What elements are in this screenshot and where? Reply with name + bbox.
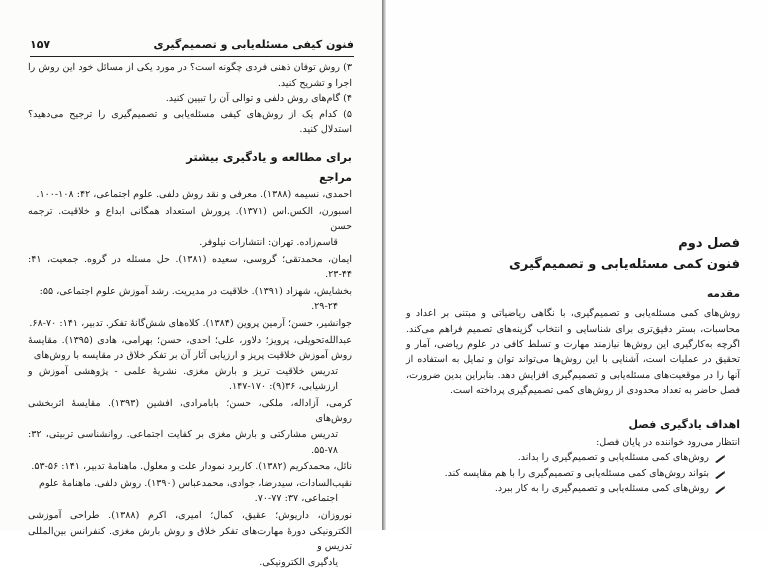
reference-item: بخشایش، شهزاد (۱۳۹۱). خلاقیت در مدیریت. رشد آموزش علوم اجتماعی، ۵۵: ۲۹-۲۴.: [39, 285, 352, 313]
goal-text: روش‌های کمی مسئله‌یابی و تصمیم‌گیری را به کار ببرد.: [494, 483, 709, 495]
goal-text: روش‌های کمی مسئله‌یابی و تصمیم‌گیری را بداند.: [517, 452, 709, 464]
reference-item: احمدی، نسیمه (۱۳۸۸). معرفی و نقد روش دلفی. علوم اجتماعی، ۴۲: ۱۰۸-۱۰۰.: [36, 189, 352, 201]
reference-item: جوانشیر، حسن؛ آرمین پروین (۱۳۸۴). کلاه‌های شش‌گانۀ تفکر. تدبیر، ۱۴۱: ۷۰-۶۸.: [29, 317, 352, 329]
running-head: [30, 34, 354, 54]
running-head-rule: [30, 56, 354, 57]
right-page: [386, 0, 768, 530]
reference-item: نقیب‌السادات، سیدرضا، جوادی، محمدعباس (۱۳۹۰). روش دلفی. ماهنامۀ علوم اجتماعی، ۳۷: ۷۷-۷۰.: [39, 477, 352, 505]
reference-item: نوروزان، داریوش؛ عقیق، کمال؛ امیری، اکرم (۱۳۸۸). طراحی آموزشی الکترونیکی دورۀ مهارت‌های تفکر خلاق و روش بارش مغزی. کنفرانس بین‌المللی تدریس و یادگیری الکترونیکی.: [28, 510, 352, 568]
goal-item: [406, 466, 740, 481]
pen-icon: [714, 484, 726, 493]
reference-item: نائل، محمدکریم (۱۳۸۲). کاربرد نمودار علت و معلول. ماهنامۀ تدبیر، ۱۴۱: ۵۶-۵۳.: [31, 461, 352, 473]
right-page-content: [406, 236, 740, 497]
reference-item: ایمان، محمدتقی؛ گروسی، سعیده (۱۳۸۱). حل مسئله در گروه. جمعیت، ۴۱: ۴۴-۲۳.: [28, 253, 352, 281]
reference-item: کرمی، آزاداله، ملکی، حسن؛ بابامرادی، افشین (۱۳۹۳). مقایسۀ اثربخشی روش‌های تدریس مشارکتی و بارش مغزی بر کفایت اجتماعی. روانشناسی تربیتی، ۳۲: ۷۸-۵۵.: [28, 397, 352, 456]
pen-icon: [714, 453, 726, 462]
reference-item: اسبورن، الکس.اس (۱۳۷۱). پرورش استعداد همگانی ابداع و خلاقیت. ترجمه حسن قاسم‌زاده. تهران: انتشارات نیلوفر.: [28, 205, 353, 248]
left-page-content: [28, 60, 352, 571]
goals-intro: انتظار می‌رود خواننده در پایان فصل:: [596, 437, 740, 449]
chapter-number: فصل دوم: [678, 236, 740, 251]
left-page: [0, 0, 382, 568]
goals-heading: اهداف یادگیری فصل: [628, 417, 740, 431]
question-4: ۴) گام‌های روش دلفی و توالی آن را تبیین کنید.: [165, 93, 352, 105]
references-heading: مراجع: [319, 170, 352, 184]
page-number: ۱۵۷: [30, 37, 51, 51]
goal-item: [406, 450, 740, 465]
question-5: ۵) کدام یک از روش‌های کیفی مسئله‌یابی و تصمیم‌گیری را ترجیح می‌دهید؟ استدلال کنید.: [28, 108, 352, 136]
pen-icon: [714, 469, 726, 478]
goal-text: بتواند روش‌های کمی مسئله‌یابی و تصمیم‌گیری را با هم مقایسه کند.: [444, 467, 709, 479]
question-3: ۳) روش توفان ذهنی فردی چگونه است؟ در مورد یکی از مسائل خود این روش را اجرا و تشریح کنید.: [28, 62, 352, 89]
chapter-title: فنون کمی مسئله‌یابی و تصمیم‌گیری: [508, 257, 740, 273]
goal-item: [406, 481, 740, 496]
running-head-title: فنون کیفی مسئله‌یابی و تصمیم‌گیری: [153, 37, 354, 51]
intro-heading: مقدمه: [707, 287, 740, 300]
further-study-heading: برای مطالعه و یادگیری بیشتر: [186, 149, 352, 164]
intro-paragraph: روش‌های کمی مسئله‌یابی و تصمیم‌گیری، با نگاهی ریاضیاتی و مبتنی بر اعداد و محاسبات، بستر دقیق‌تری برای شناسایی و انتخاب گزینه‌های تصمیم فراهم می‌کند. اگرچه به‌کارگیری این روش‌ها نیازمند مهارت و تسلط کافی در علوم ریاضی، آمار و تحقیق در عملیات است، آشنایی با این روش‌ها می‌تواند توان و تمایل به استفاده از آنها را در موقعیت‌های مسئله‌یابی و تصمیم‌گیری افزایش دهد. بنابراین بدین ضرورت، فصل حاضر به تعداد محدودی از روش‌های کمی تصمیم‌گیری پرداخته است.: [406, 308, 740, 397]
reference-item: عبدالله‌تحویلی، پرویز؛ دلاور، علی؛ احدی، حسن؛ بهرامی، هادی (۱۳۹۵). مقایسۀ روش آموزش خلاقیت پریز و ارزیابی آثار آن بر تفکر خلاق در مقایسه با روش‌های تدریس خلاقیت تریز و بارش مغزی. نشریۀ علمی - پژوهشی آموزش و ارزشیابی، ۳۶(۹): ۱۷۰-۱۴۷.: [28, 334, 352, 393]
